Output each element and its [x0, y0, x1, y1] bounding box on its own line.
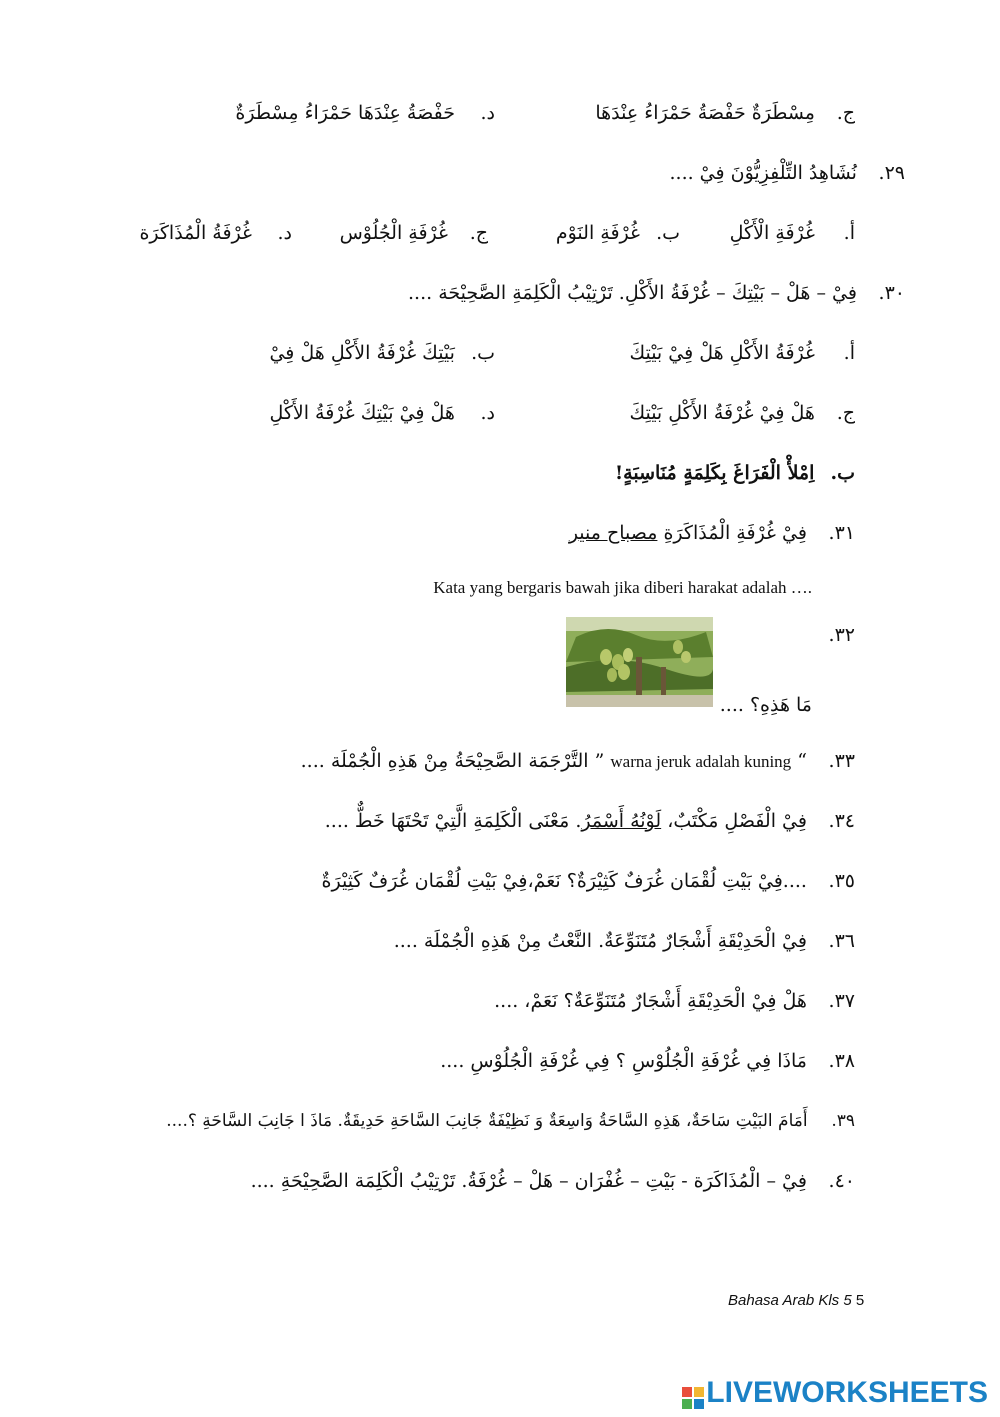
q30-option-c: ج. هَلْ فِيْ غُرْفَةُ الأَكْلِ بَيْتِكَ [629, 402, 855, 424]
q28-option-d: د. حَفْصَةُ عِنْدَهَا حَمْرَاءُ مِسْطَرَةٌ [235, 102, 495, 124]
question-40: ٤٠. فِيْ – الْمُذَاكَرَة - بَيْتِ – غُفْرَان – هَلْ – غُرْفَةُ. تَرْتِيْبُ الْكَلِمَة الصَّحِيْحَةِ .... [250, 1170, 855, 1192]
question-32-number: ٣٢. [828, 624, 855, 646]
question-34: ٣٤. فِيْ الْفَصْلِ مَكْتَبٌ، لَوْنُهُ أَسْمَرُ. مَعْنَى الْكَلِمَةِ الَّتِيْ تَحْتَهَا خَطٌّ .... [324, 810, 855, 832]
liveworksheets-logo-icon [682, 1383, 704, 1405]
q30-option-b: ب. بَيْتِكَ غُرْفَةُ الأَكْلِ هَلْ فِيْ [269, 342, 495, 364]
q29-option-a: أ. غُرْفَةِ الْأَكْلِ [729, 222, 855, 244]
q29-option-b: ب. غُرْفَةِ النَوْم [555, 222, 680, 244]
q31-note: Kata yang bergaris bawah jika diberi harakat adalah …. [433, 578, 812, 597]
question-37: ٣٧. هَلْ فِيْ الْحَدِيْقَةِ أَشْجَارٌ مُتَنَوِّعَةٌ؟ نَعَمْ، .... [494, 990, 855, 1012]
question-39: ٣٩. أَمَامَ البَيْتِ سَاحَةٌ، هَذِهِ السَّاحَةُ وَاسِعَةٌ وَ نَظِيْفَةٌ جَانِبَ السَّاحَةِ حَدِيقَةٌ. مَاذَ ا جَانِبَ السَّاحَةِ ؟.... [166, 1111, 855, 1131]
question-29: ٢٩. نُشَاهِدُ التِّلْفِزِيُّوْنَ فِيْ .... [669, 162, 905, 184]
liveworksheets-brand: LIVEWORKSHEETS [682, 1376, 988, 1410]
question-32: مَا هَذِهِ؟ .... [719, 694, 812, 716]
mango-tree-image [566, 617, 713, 707]
question-38: ٣٨. مَاذَا فِي غُرْفَةِ الْجُلُوْسِ ؟ فِي غُرْفَةِ الْجُلُوْسِ .... [440, 1050, 855, 1072]
q30-option-d: د. هَلْ فِيْ بَيْتِكَ غُرْفَةُ الأَكْلِ [269, 402, 495, 424]
question-36: ٣٦. فِيْ الْحَدِيْقَةِ أَشْجَارٌ مُتَنَوِّعَةٌ. النَّعْتُ مِنْ هَذِهِ الْجُمْلَة .... [393, 930, 855, 952]
q29-option-c: ج. غُرْفَةِ الْجُلُوْس [339, 222, 488, 244]
question-31: ٣١. فِيْ غُرْفَةِ الْمُذَاكَرَةِ مصباح منير [568, 522, 855, 544]
q29-option-d: د. غُرْفَةُ الْمُذَاكَرَة [139, 222, 292, 244]
question-30: ٣٠. فِيْ – هَلْ – بَيْتِكَ – غُرْفَةُ الأَكْلِ. تَرْتِيْبُ الْكَلِمَةِ الصَّحِيْحَة .... [408, 282, 905, 304]
question-35: ٣٥. ....فِيْ بَيْتِ لُقْمَان غُرَفٌ كَثِيْرَةٌ؟ نَعَمْ،فِيْ بَيْتِ لُقْمَان غُرَفٌ كَثِيْرَةٌ [321, 870, 855, 892]
page-footer: Bahasa Arab Kls 5 5 [728, 1292, 865, 1309]
section-b-heading: ب. اِمْلأْ الْفَرَاغَ بِكَلِمَةٍ مُنَاسِبَةٍ! [614, 462, 855, 484]
question-33: ٣٣. “ warna jeruk adalah kuning ” التَّرْجَمَة الصَّحِيْحَةُ مِنْ هَذِهِ الْجُمْلَة .... [300, 750, 855, 772]
q28-option-c: ج. مِسْطَرَةٌ حَفْصَةُ حَمْرَاءُ عِنْدَهَا [595, 102, 855, 124]
q30-option-a: أ. غُرْفَةُ الأَكْلِ هَلْ فِيْ بَيْتِكَ [629, 342, 855, 364]
mango-tree-drawing [566, 617, 713, 707]
